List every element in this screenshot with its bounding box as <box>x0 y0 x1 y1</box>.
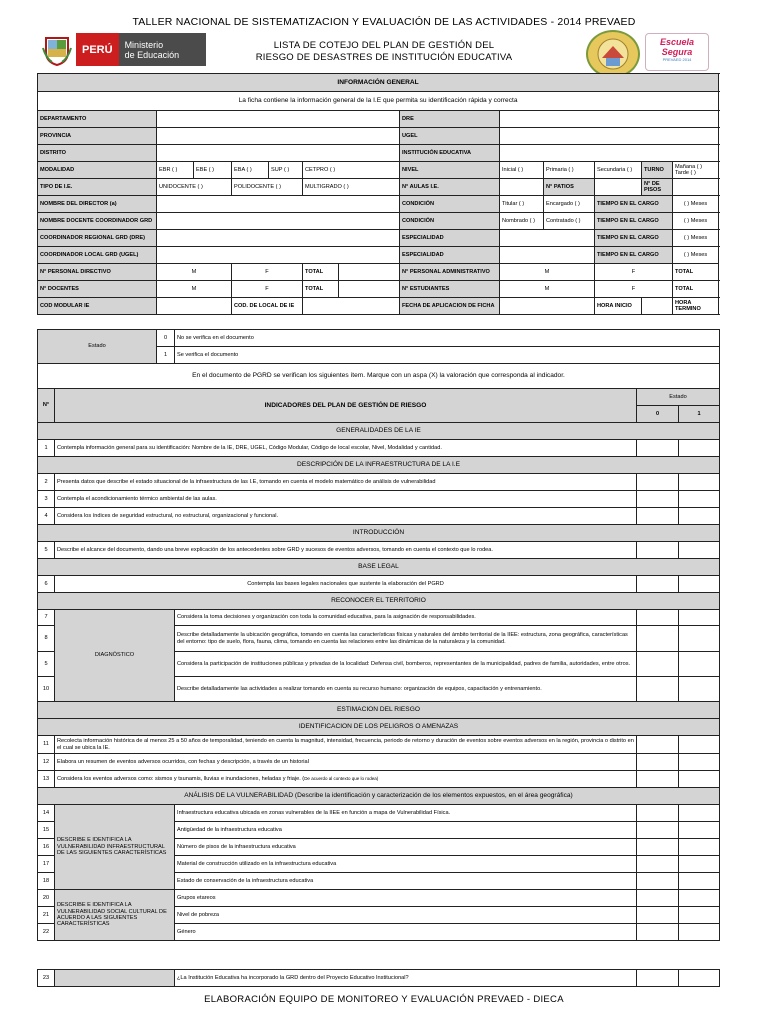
checkbox-1[interactable] <box>679 873 720 890</box>
checkbox-0[interactable] <box>637 856 679 873</box>
checklist-table <box>37 329 720 941</box>
checkbox-1[interactable] <box>679 508 720 525</box>
general-info-table <box>37 73 719 315</box>
option-ebr[interactable]: EBR ( ) <box>157 162 194 179</box>
row-number: 15 <box>38 822 55 839</box>
label-total-admin: TOTAL <box>673 264 719 281</box>
checkbox-1[interactable] <box>679 970 720 987</box>
checkbox-0[interactable] <box>637 873 679 890</box>
checkbox-0[interactable] <box>637 491 679 508</box>
label-personal-admin: N° PERSONAL ADMINISTRATIVO <box>400 264 500 281</box>
label-f-estudiantes: F <box>595 281 673 298</box>
field-fecha-aplicacion[interactable] <box>500 298 595 315</box>
field-provincia[interactable] <box>157 128 400 145</box>
checkbox-0[interactable] <box>637 924 679 941</box>
label-docentes: N° DOCENTES <box>38 281 157 298</box>
checkbox-1[interactable] <box>679 610 720 626</box>
checkbox-0[interactable] <box>637 440 679 457</box>
checkbox-0[interactable] <box>637 805 679 822</box>
col-0-header: 0 <box>637 406 679 423</box>
checkbox-0[interactable] <box>637 822 679 839</box>
indicator-text: Contempla información general para su identificación: Nombre de la IE, DRE, UGEL, Código Modular, Código de local escolar, Nivel, Modalidad y cantidad. <box>55 440 637 457</box>
field-coord-local[interactable] <box>157 247 400 264</box>
label-personal-directivo: N° PERSONAL DIRECTIVO <box>38 264 157 281</box>
label-m-directivo: M <box>157 264 232 281</box>
row-number: 23 <box>38 970 55 987</box>
indicator-text: Presenta datos que describe el estado situacional de la infraestructura de las I.E, tomando en cuenta el modelo matemático de análisis de vulnerabilidad <box>55 474 637 491</box>
label-hora-inicio: HORA INICIO <box>595 298 642 315</box>
row-number: 12 <box>38 754 55 771</box>
label-especialidad-local: ESPECIALIDAD <box>400 247 500 264</box>
label-coord-regional: COORDINADOR REGIONAL GRD (DRE) <box>38 230 157 247</box>
option-manana[interactable]: Mañana ( ) <box>675 163 703 170</box>
field-director[interactable] <box>157 196 400 213</box>
option-eba[interactable]: EBA ( ) <box>232 162 269 179</box>
indicator-text: ¿La Institución Educativa ha incorporado la GRD dentro del Proyecto Educativo Institucional? <box>175 970 637 987</box>
field-aulas[interactable] <box>500 179 544 196</box>
label-pisos: N° DE PISOS <box>642 179 673 196</box>
option-multigrado[interactable]: MULTIGRADO ( ) <box>303 179 400 196</box>
badge-subtitle: PREVAED 2014 <box>662 57 692 62</box>
checkbox-0[interactable] <box>637 771 679 788</box>
label-coord-local: COORDINADOR LOCAL GRD (UGEL) <box>38 247 157 264</box>
row-number: 1 <box>38 440 55 457</box>
field-patios[interactable] <box>595 179 642 196</box>
indicator-text: Grupos etareos <box>175 890 637 907</box>
indicator-text: Elabora un resumen de eventos adversos ocurridos, con fechas y descripción, a través de un historial <box>55 754 637 771</box>
indicator-text: Número de pisos de la infraestructura educativa <box>175 839 637 856</box>
option-turno[interactable] <box>673 162 719 179</box>
estado-legend-1-text: Se verifica el documento <box>175 347 720 364</box>
checkbox-0[interactable] <box>637 508 679 525</box>
checkbox-0[interactable] <box>637 626 679 652</box>
label-especialidad-regional: ESPECIALIDAD <box>400 230 500 247</box>
row-number: 5 <box>38 652 55 677</box>
label-tipo-ie: TIPO DE I.E. <box>38 179 157 196</box>
checkbox-0[interactable] <box>637 736 679 754</box>
field-departamento[interactable] <box>157 111 400 128</box>
row-number: 3 <box>38 491 55 508</box>
label-f-docentes: F <box>232 281 303 298</box>
row-number: 8 <box>38 626 55 652</box>
label-m-docentes: M <box>157 281 232 298</box>
field-especialidad-regional[interactable] <box>500 230 595 247</box>
section-vulnerabilidad: ANÁLISIS DE LA VULNERABILIDAD (Describe la identificación y caracterización de los elementos expuestos, en el área geográfica) <box>38 788 720 805</box>
indicator-13-text: Considera los eventos adversos como: sismos y tsunamis, lluvias e inundaciones, heladas y friaje. ( <box>57 775 305 782</box>
field-coord-regional[interactable] <box>157 230 400 247</box>
section-infraestructura: DESCRIPCIÓN DE LA INFRAESTRUCTURA DE LA I.E <box>38 457 720 474</box>
field-meses-local[interactable]: ( ) Meses <box>673 247 719 264</box>
label-total-docentes: TOTAL <box>303 281 339 298</box>
option-ebe[interactable]: EBE ( ) <box>194 162 232 179</box>
checkbox-1[interactable] <box>679 677 720 702</box>
checkbox-0[interactable] <box>637 474 679 491</box>
checkbox-1[interactable] <box>679 576 720 593</box>
label-total-estudiantes: TOTAL <box>673 281 719 298</box>
checkbox-1[interactable] <box>679 771 720 788</box>
label-tiempo-cargo-regional: TIEMPO EN EL CARGO <box>595 230 673 247</box>
section-introduccion: INTRODUCCIÓN <box>38 525 720 542</box>
option-contratado[interactable]: Contratado ( ) <box>544 213 595 230</box>
field-total-directivo[interactable] <box>339 264 400 281</box>
option-encargado[interactable]: Encargado ( ) <box>544 196 595 213</box>
indicator-text: Considera la participación de instituciones públicas y privadas de la localidad: Defensa civil, bomberos, representantes de la municipalidad, padres de familia, autoridades, entre otros. <box>175 652 637 677</box>
row-number: 7 <box>38 610 55 626</box>
row-number: 13 <box>38 771 55 788</box>
checkbox-0[interactable] <box>637 652 679 677</box>
row-number: 5 <box>38 542 55 559</box>
indicator-text: Infraestructura educativa ubicada en zonas vulnerables de la IIEE en función a mapa de Vulnerabilidad Física. <box>175 805 637 822</box>
group-vulnerabilidad-social: DESCRIBE E IDENTIFICA LA VULNERABILIDAD SOCIAL CULTURAL DE ACUERDO A LAS SIGUIENTES CARACTERÍSTICAS <box>55 890 175 941</box>
label-nivel: NIVEL <box>400 162 500 179</box>
estado-legend-0-value: 0 <box>157 330 175 347</box>
option-cetpro[interactable]: CETPRO ( ) <box>303 162 400 179</box>
checkbox-1[interactable] <box>679 907 720 924</box>
field-dre[interactable] <box>500 111 719 128</box>
indicator-text: Contempla el acondicionamiento térmico ambiental de las aulas. <box>55 491 637 508</box>
field-especialidad-local[interactable] <box>500 247 595 264</box>
indicator-text: Estado de conservación de la infraestructura educativa <box>175 873 637 890</box>
checklist-table-extra <box>37 969 720 987</box>
estado-legend-1-value: 1 <box>157 347 175 364</box>
checkbox-1[interactable] <box>679 626 720 652</box>
checkbox-1[interactable] <box>679 491 720 508</box>
field-distrito[interactable] <box>157 145 400 162</box>
row-number: 16 <box>38 839 55 856</box>
estado-legend-0-text: No se verifica en el documento <box>175 330 720 347</box>
label-cod-local: COD. DE LOCAL DE IE <box>232 298 303 315</box>
indicator-text: Nivel de pobreza <box>175 907 637 924</box>
section-generalidades: GENERALIDADES DE LA IE <box>38 423 720 440</box>
row-number: 17 <box>38 856 55 873</box>
option-unidocente[interactable]: UNIDOCENTE ( ) <box>157 179 232 196</box>
label-condicion-director: CONDICIÓN <box>400 196 500 213</box>
checkbox-1[interactable] <box>679 822 720 839</box>
info-intro: La ficha contiene la información general de la I.E que permita su identificación rápida y correcta <box>38 92 719 111</box>
field-cod-local[interactable] <box>303 298 400 315</box>
checkbox-0[interactable] <box>637 839 679 856</box>
field-docente-grd[interactable] <box>157 213 400 230</box>
option-nombrado[interactable]: Nombrado ( ) <box>500 213 544 230</box>
field-institucion[interactable] <box>500 145 719 162</box>
checkbox-1[interactable] <box>679 924 720 941</box>
prevaed-seal-icon <box>586 30 640 78</box>
indicator-text: Considera la toma decisiones y organización con toda la comunidad educativa, para la asignación de responsabilidades. <box>175 610 637 626</box>
indicator-text: Describe detalladamente la ubicación geográfica, tomando en cuenta las características físicas y naturales del ámbito territorial de la IIEE: estructura, zona geográfica, características del entorno: tipo de suelo, flora, fauna, clima, tomando en cuenta las relaciones entre las dinámicas de la naturaleza y la comunidad. <box>175 626 637 652</box>
group-diagnostico: DIAGNÓSTICO <box>55 610 175 702</box>
indicator-text: Describe detalladamente las actividades a realizar tomando en cuenta su recurso humano: organización de equipos, capacitación y entrenamiento. <box>175 677 637 702</box>
label-estudiantes: N° ESTUDIANTES <box>400 281 500 298</box>
section-territorio: RECONOCER EL TERRITORIO <box>38 593 720 610</box>
label-dre: DRE <box>400 111 500 128</box>
checkbox-1[interactable] <box>679 440 720 457</box>
indicator-text: Considera los índices de seguridad estructural, no estructural, organizacional y funcional. <box>55 508 637 525</box>
option-polidocente[interactable]: POLIDOCENTE ( ) <box>232 179 303 196</box>
info-section-title: INFORMACIÓN GENERAL <box>38 74 719 92</box>
checkbox-1[interactable] <box>679 474 720 491</box>
option-primaria[interactable]: Primaria ( ) <box>544 162 595 179</box>
option-tarde[interactable]: Tarde ( ) <box>675 170 696 176</box>
estado-legend-label: Estado <box>38 330 157 364</box>
section-peligros: IDENTIFICACION DE LOS PELIGROS O AMENAZAS <box>38 719 720 736</box>
label-total-directivo: TOTAL <box>303 264 339 281</box>
section-estimacion: ESTIMACION DEL RIESGO <box>38 702 720 719</box>
checkbox-0[interactable] <box>637 754 679 771</box>
doc-title-line-2: RIESGO DE DESASTRES DE INSTITUCIÓN EDUCATIVA <box>255 52 513 63</box>
label-tiempo-cargo-local: TIEMPO EN EL CARGO <box>595 247 673 264</box>
section-base-legal: BASE LEGAL <box>38 559 720 576</box>
indicator-text: Antigüedad de la infraestructura educativa <box>175 822 637 839</box>
row-number: 14 <box>38 805 55 822</box>
label-fecha-aplicacion: FECHA DE APLICACION DE FICHA <box>400 298 500 315</box>
option-secundaria[interactable]: Secundaria ( ) <box>595 162 642 179</box>
field-hora-inicio[interactable] <box>642 298 673 315</box>
label-tiempo-cargo-director: TIEMPO EN EL CARGO <box>595 196 673 213</box>
label-patios: N° PATIOS <box>544 179 595 196</box>
badge-title-2: Segura <box>661 47 693 57</box>
ministry-line-2: de Educación <box>124 49 180 60</box>
peru-label: PERÚ <box>76 33 119 66</box>
field-cod-modular[interactable] <box>157 298 232 315</box>
checkbox-0[interactable] <box>637 576 679 593</box>
option-inicial[interactable]: Inicial ( ) <box>500 162 544 179</box>
instruction: En el documento de PGRD se verifican los siguientes ítem. Marque con un aspa (X) la valoración que corresponda al indicador. <box>38 364 720 389</box>
label-tiempo-cargo-docente: TIEMPO EN EL CARGO <box>595 213 673 230</box>
checkbox-0[interactable] <box>637 890 679 907</box>
checkbox-1[interactable] <box>679 839 720 856</box>
label-cod-modular: COD MODULAR IE <box>38 298 157 315</box>
field-total-docentes[interactable] <box>339 281 400 298</box>
row-number: 20 <box>38 890 55 907</box>
option-titular[interactable]: Titular ( ) <box>500 196 544 213</box>
col-estado-header: Estado <box>637 389 720 406</box>
option-sup[interactable]: SUP ( ) <box>269 162 303 179</box>
checkbox-0[interactable] <box>637 610 679 626</box>
badge-title-1: Escuela <box>659 37 695 47</box>
label-provincia: PROVINCIA <box>38 128 157 145</box>
label-distrito: DISTRITO <box>38 145 157 162</box>
row-number: 11 <box>38 736 55 754</box>
row-number: 21 <box>38 907 55 924</box>
doc-title-line-1: LISTA DE COTEJO DEL PLAN DE GESTIÓN DEL <box>273 40 495 51</box>
group-vulnerabilidad-infraestructural: DESCRIBE E IDENTIFICA LA VULNERABILIDAD INFRAESTRUCTURAL DE LAS SIGUIENTES CARACTERÍSTICAS <box>55 805 175 890</box>
indicator-text: Describe el alcance del documento, dando una breve explicación de los antecedentes sobre GRD y sucesos de eventos adversos, tomando en cuenta el contexto que lo rodea. <box>55 542 637 559</box>
label-turno: TURNO <box>642 162 673 179</box>
escuela-segura-logo <box>645 33 709 71</box>
indicator-13-note: De acuerdo al contexto que lo rodea) <box>304 775 379 781</box>
label-director: NOMBRE DEL DIRECTOR (a) <box>38 196 157 213</box>
label-aulas: N° AULAS I.E. <box>400 179 500 196</box>
row-number: 18 <box>38 873 55 890</box>
label-hora-termino: HORA TERMINO <box>673 298 719 315</box>
field-ugel[interactable] <box>500 128 719 145</box>
label-departamento: DEPARTAMENTO <box>38 111 157 128</box>
col-indicators-header: INDICADORES DEL PLAN DE GESTIÓN DE RIESGO <box>55 389 637 423</box>
col-1-header: 1 <box>679 406 720 423</box>
label-f-admin: F <box>595 264 673 281</box>
ministry-line-1: Ministerio <box>124 39 164 50</box>
checkbox-1[interactable] <box>679 736 720 754</box>
row-number: 22 <box>38 924 55 941</box>
indicator-text <box>55 771 637 788</box>
indicator-text: Género <box>175 924 637 941</box>
field-pisos[interactable] <box>673 179 719 196</box>
checkbox-0[interactable] <box>637 907 679 924</box>
label-m-admin: M <box>500 264 595 281</box>
label-docente-grd: NOMBRE DOCENTE COORDINADOR GRD <box>38 213 157 230</box>
checkbox-1[interactable] <box>679 652 720 677</box>
checkbox-1[interactable] <box>679 754 720 771</box>
row-number: 6 <box>38 576 55 593</box>
field-meses-regional[interactable]: ( ) Meses <box>673 230 719 247</box>
row-number: 10 <box>38 677 55 702</box>
label-ugel: UGEL <box>400 128 500 145</box>
indicator-text: Contempla las bases legales nacionales que sustente la elaboración del PGRD <box>55 576 637 593</box>
indicator-text: Recolecta información histórica de al menos 25 a 50 años de temporalidad, teniendo en cuenta la magnitud, intensidad, frecuencia, periodo de retorno y duración de eventos sobre eventos adversos en la región, provincia o distrito en el cual se ubica la IE. <box>55 736 637 754</box>
row-23-blank <box>55 970 175 987</box>
label-institucion: INSTITUCIÓN EDUCATIVA <box>400 145 500 162</box>
checkbox-1[interactable] <box>679 856 720 873</box>
field-meses-director[interactable]: ( ) Meses <box>673 196 719 213</box>
field-meses-docente[interactable]: ( ) Meses <box>673 213 719 230</box>
label-m-estudiantes: M <box>500 281 595 298</box>
row-number: 4 <box>38 508 55 525</box>
footer: ELABORACIÓN EQUIPO DE MONITOREO Y EVALUACIÓN PREVAED - DIECA <box>204 994 564 1005</box>
checkbox-0[interactable] <box>637 970 679 987</box>
checkbox-1[interactable] <box>679 890 720 907</box>
label-modalidad: MODALIDAD <box>38 162 157 179</box>
checkbox-1[interactable] <box>679 805 720 822</box>
checkbox-0[interactable] <box>637 542 679 559</box>
checkbox-0[interactable] <box>637 677 679 702</box>
label-f-directivo: F <box>232 264 303 281</box>
row-number: 2 <box>38 474 55 491</box>
label-condicion-docente: CONDICIÓN <box>400 213 500 230</box>
top-title: TALLER NACIONAL DE SISTEMATIZACION Y EVALUACIÓN DE LAS ACTIVIDADES - 2014 PREVAED <box>132 16 636 28</box>
col-num-header: N° <box>38 389 55 423</box>
indicator-text: Material de construcción utilizado en la infraestructura educativa <box>175 856 637 873</box>
checkbox-1[interactable] <box>679 542 720 559</box>
